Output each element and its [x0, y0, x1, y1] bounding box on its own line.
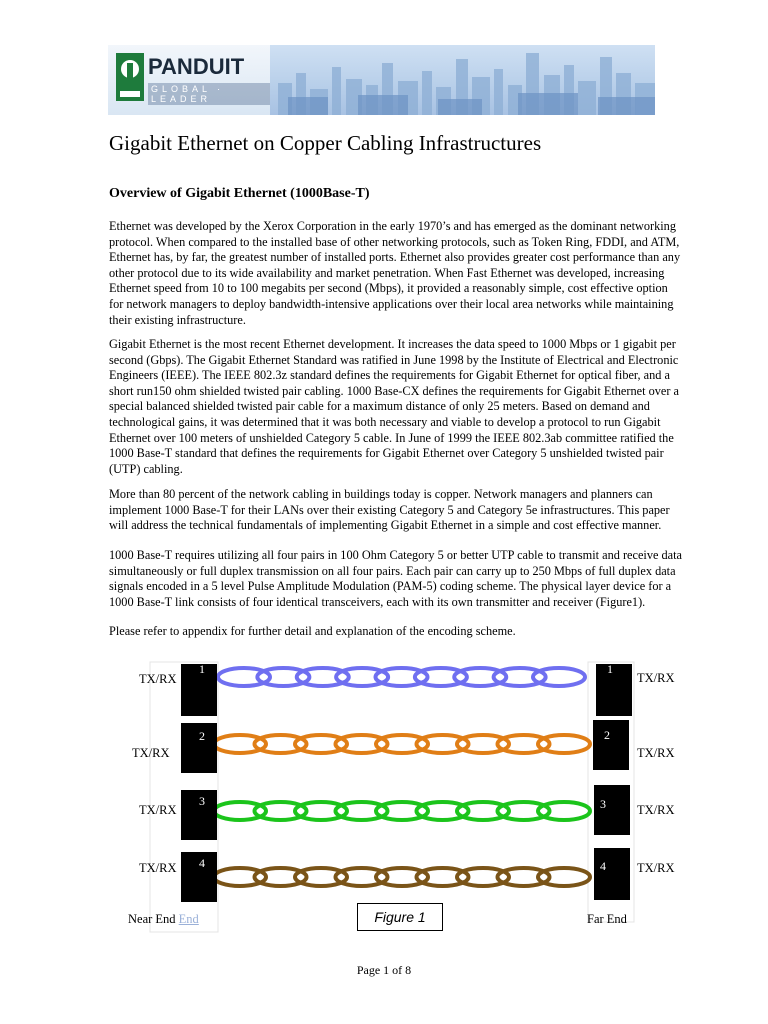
document-title: Gigabit Ethernet on Copper Cabling Infrastructures — [109, 131, 542, 155]
cable-link — [297, 668, 349, 686]
cable-link — [538, 868, 590, 886]
paragraph-3 — [109, 487, 669, 534]
near-end-text: Near End — [128, 912, 176, 926]
cable-link — [454, 668, 506, 686]
far-transceiver-4 — [594, 848, 630, 900]
cable-link — [376, 868, 428, 886]
cable-link — [415, 668, 467, 686]
paragraph-5 — [109, 624, 669, 640]
cable-link — [494, 668, 546, 686]
paragraph-4 — [109, 548, 683, 610]
near-txrx-label: TX/RX — [132, 746, 170, 760]
paragraph-line: special balanced shielded twisted pair cable for a maximum distance of only 25 meters. Based on demand and — [109, 399, 650, 414]
paragraph-line: More than 80 percent of the network cabling in buildings today is copper. Network managers and planners can — [109, 487, 653, 501]
paragraph-line: Ethernet speed from 10 to 100 megabits per second (Mbps), it provided a reasonably simple, cost effective option — [109, 281, 668, 296]
cable-link — [417, 802, 469, 820]
cable-link — [255, 868, 307, 886]
far-pair-number: 1 — [607, 662, 613, 676]
cable-link — [498, 735, 550, 753]
near-txrx-label: TX/RX — [139, 803, 177, 817]
near-pair-number: 3 — [199, 794, 205, 808]
near-txrx-label: TX/RX — [139, 861, 177, 875]
cable-link — [376, 735, 428, 753]
near-txrx-label: TX/RX — [139, 672, 177, 686]
near-end-label — [128, 912, 199, 927]
far-txrx-label: TX/RX — [637, 746, 675, 760]
paragraph-line: simultaneously or full duplex transmission on all four pairs. Each pair can carry up to 250 Mbps of full duplex data — [109, 563, 676, 578]
cable-link — [336, 802, 388, 820]
paragraph-line: Ethernet over 100 meters of unshielded Category 5 cable. In June of 1999 the IEEE 802.3ab committee ratified the — [109, 430, 674, 445]
paragraph-1 — [109, 219, 681, 328]
paragraph-line: short run150 ohm shielded twisted pair cabling. 1000 Base-CX defines the requirements for Gigabit Ethernet over a — [109, 383, 679, 398]
cable-link — [538, 735, 590, 753]
cable-link — [498, 802, 550, 820]
section-heading: Overview of Gigabit Ethernet (1000Base-T) — [109, 186, 370, 201]
cable-pair-4 — [214, 868, 590, 886]
near-pair-number: 4 — [199, 856, 205, 870]
cable-link — [498, 868, 550, 886]
cable-link — [255, 735, 307, 753]
paragraph-line: second (Gbps). The Gigabit Ethernet Standard was ratified in June 1998 by the Institute of Electrical and Electronic — [109, 352, 679, 367]
paragraph-line: (UTP) cabling. — [109, 461, 183, 476]
cable-link — [257, 668, 309, 686]
far-pair-number: 3 — [600, 797, 606, 811]
cable-link — [533, 668, 585, 686]
paragraph-line: protocol. When compared to the installed base of other networking protocols, such as Token Ring, FDDI, and ATM, — [109, 234, 680, 249]
logo-text: PANDUIT — [148, 54, 245, 79]
cable-link — [255, 802, 307, 820]
cable-link — [457, 868, 509, 886]
paragraph-line: 1000 Base-T requires utilizing all four pairs in 100 Ohm Category 5 or better UTP cable to transmit and receive data — [109, 548, 683, 562]
logo-panel — [108, 45, 270, 115]
cable-link — [376, 668, 428, 686]
paragraph-line: their existing infrastructure. — [109, 312, 246, 327]
far-pair-number: 2 — [604, 728, 610, 742]
cable-link — [295, 802, 347, 820]
paragraph-line: signals encoded in a 5 level Pulse Amplitude Modulation (PAM-5) coding scheme. The physical layer device for a — [109, 579, 672, 594]
far-end-label: Far End — [587, 912, 627, 926]
paragraph-line: 1000 Base-T standard that defines the requirements for Gigabit Ethernet over Category 5 unshielded twisted pair — [109, 446, 664, 461]
page-number: Page 1 of 8 — [356, 963, 412, 977]
cable-link — [214, 802, 266, 820]
paragraph-line: will address the technical fundamentals of implementing Gigabit Ethernet in a simple and cost effective manner. — [109, 518, 662, 533]
paragraph-line: for network managers to deploy bandwidth-intensive applications over their local area networks while maintaining — [109, 296, 674, 311]
paragraph-line: Gigabit Ethernet is the most recent Ethernet development. It increases the data speed to 1000 Mbps or 1 gigabit per — [109, 337, 676, 351]
near-end-ghost-text: End — [178, 912, 199, 926]
cable-link — [417, 868, 469, 886]
cable-link — [218, 668, 270, 686]
paragraph-line: technological gains, it was determined that it was both necessary and viable to develop a protocol to run Gigabit — [109, 414, 661, 429]
paragraph-line: Ethernet has, by far, the greatest number of installed ports. Ethernet also provides greater cost performance than any — [109, 250, 681, 265]
paragraph-line: other protocol due to its wide availability and market penetration. When Fast Ethernet was developed, increasing — [109, 265, 665, 280]
cable-pair-3 — [214, 802, 590, 820]
near-pair-number: 1 — [199, 662, 205, 676]
paragraph-line: 1000 Base-T link consists of four identical transceivers, each with its own transmitter and receiver (Figure1). — [109, 594, 646, 609]
cable-link — [457, 802, 509, 820]
paragraph-line: Please refer to appendix for further detail and explanation of the encoding scheme. — [109, 624, 516, 638]
far-pair-number: 4 — [600, 859, 606, 873]
cable-link — [417, 735, 469, 753]
cable-link — [295, 868, 347, 886]
paragraph-line: implement 1000 Base-T for their LANs over their existing Category 5 and Category 5e infrastructures. This paper — [109, 502, 670, 517]
paragraph-line: Engineers (IEEE). The IEEE 802.3z standard defines the requirements for Gigabit Ethernet for optical fiber, and a — [109, 368, 670, 383]
cable-link — [457, 735, 509, 753]
cable-link — [214, 868, 266, 886]
cable-link — [538, 802, 590, 820]
near-pair-number: 2 — [199, 729, 205, 743]
figure-caption: Figure 1 — [357, 903, 443, 931]
paragraph-line: Ethernet was developed by the Xerox Corporation in the early 1970’s and has emerged as the dominant networking — [109, 219, 676, 233]
cable-link — [295, 735, 347, 753]
logo-tagline: GLOBAL · LEADER — [148, 83, 270, 105]
cable-link — [336, 668, 388, 686]
cable-link — [214, 735, 266, 753]
far-transceiver-2 — [593, 720, 629, 770]
cable-link — [336, 868, 388, 886]
cable-link — [376, 802, 428, 820]
far-txrx-label: TX/RX — [637, 671, 675, 685]
far-txrx-label: TX/RX — [637, 861, 675, 875]
far-txrx-label: TX/RX — [637, 803, 675, 817]
header-banner — [108, 45, 655, 115]
cable-pair-2 — [214, 735, 590, 753]
paragraph-2 — [109, 337, 679, 477]
panduit-logo-icon — [116, 53, 144, 101]
cable-link — [336, 735, 388, 753]
far-transceiver-1 — [596, 664, 632, 716]
cable-pair-1 — [218, 668, 585, 686]
